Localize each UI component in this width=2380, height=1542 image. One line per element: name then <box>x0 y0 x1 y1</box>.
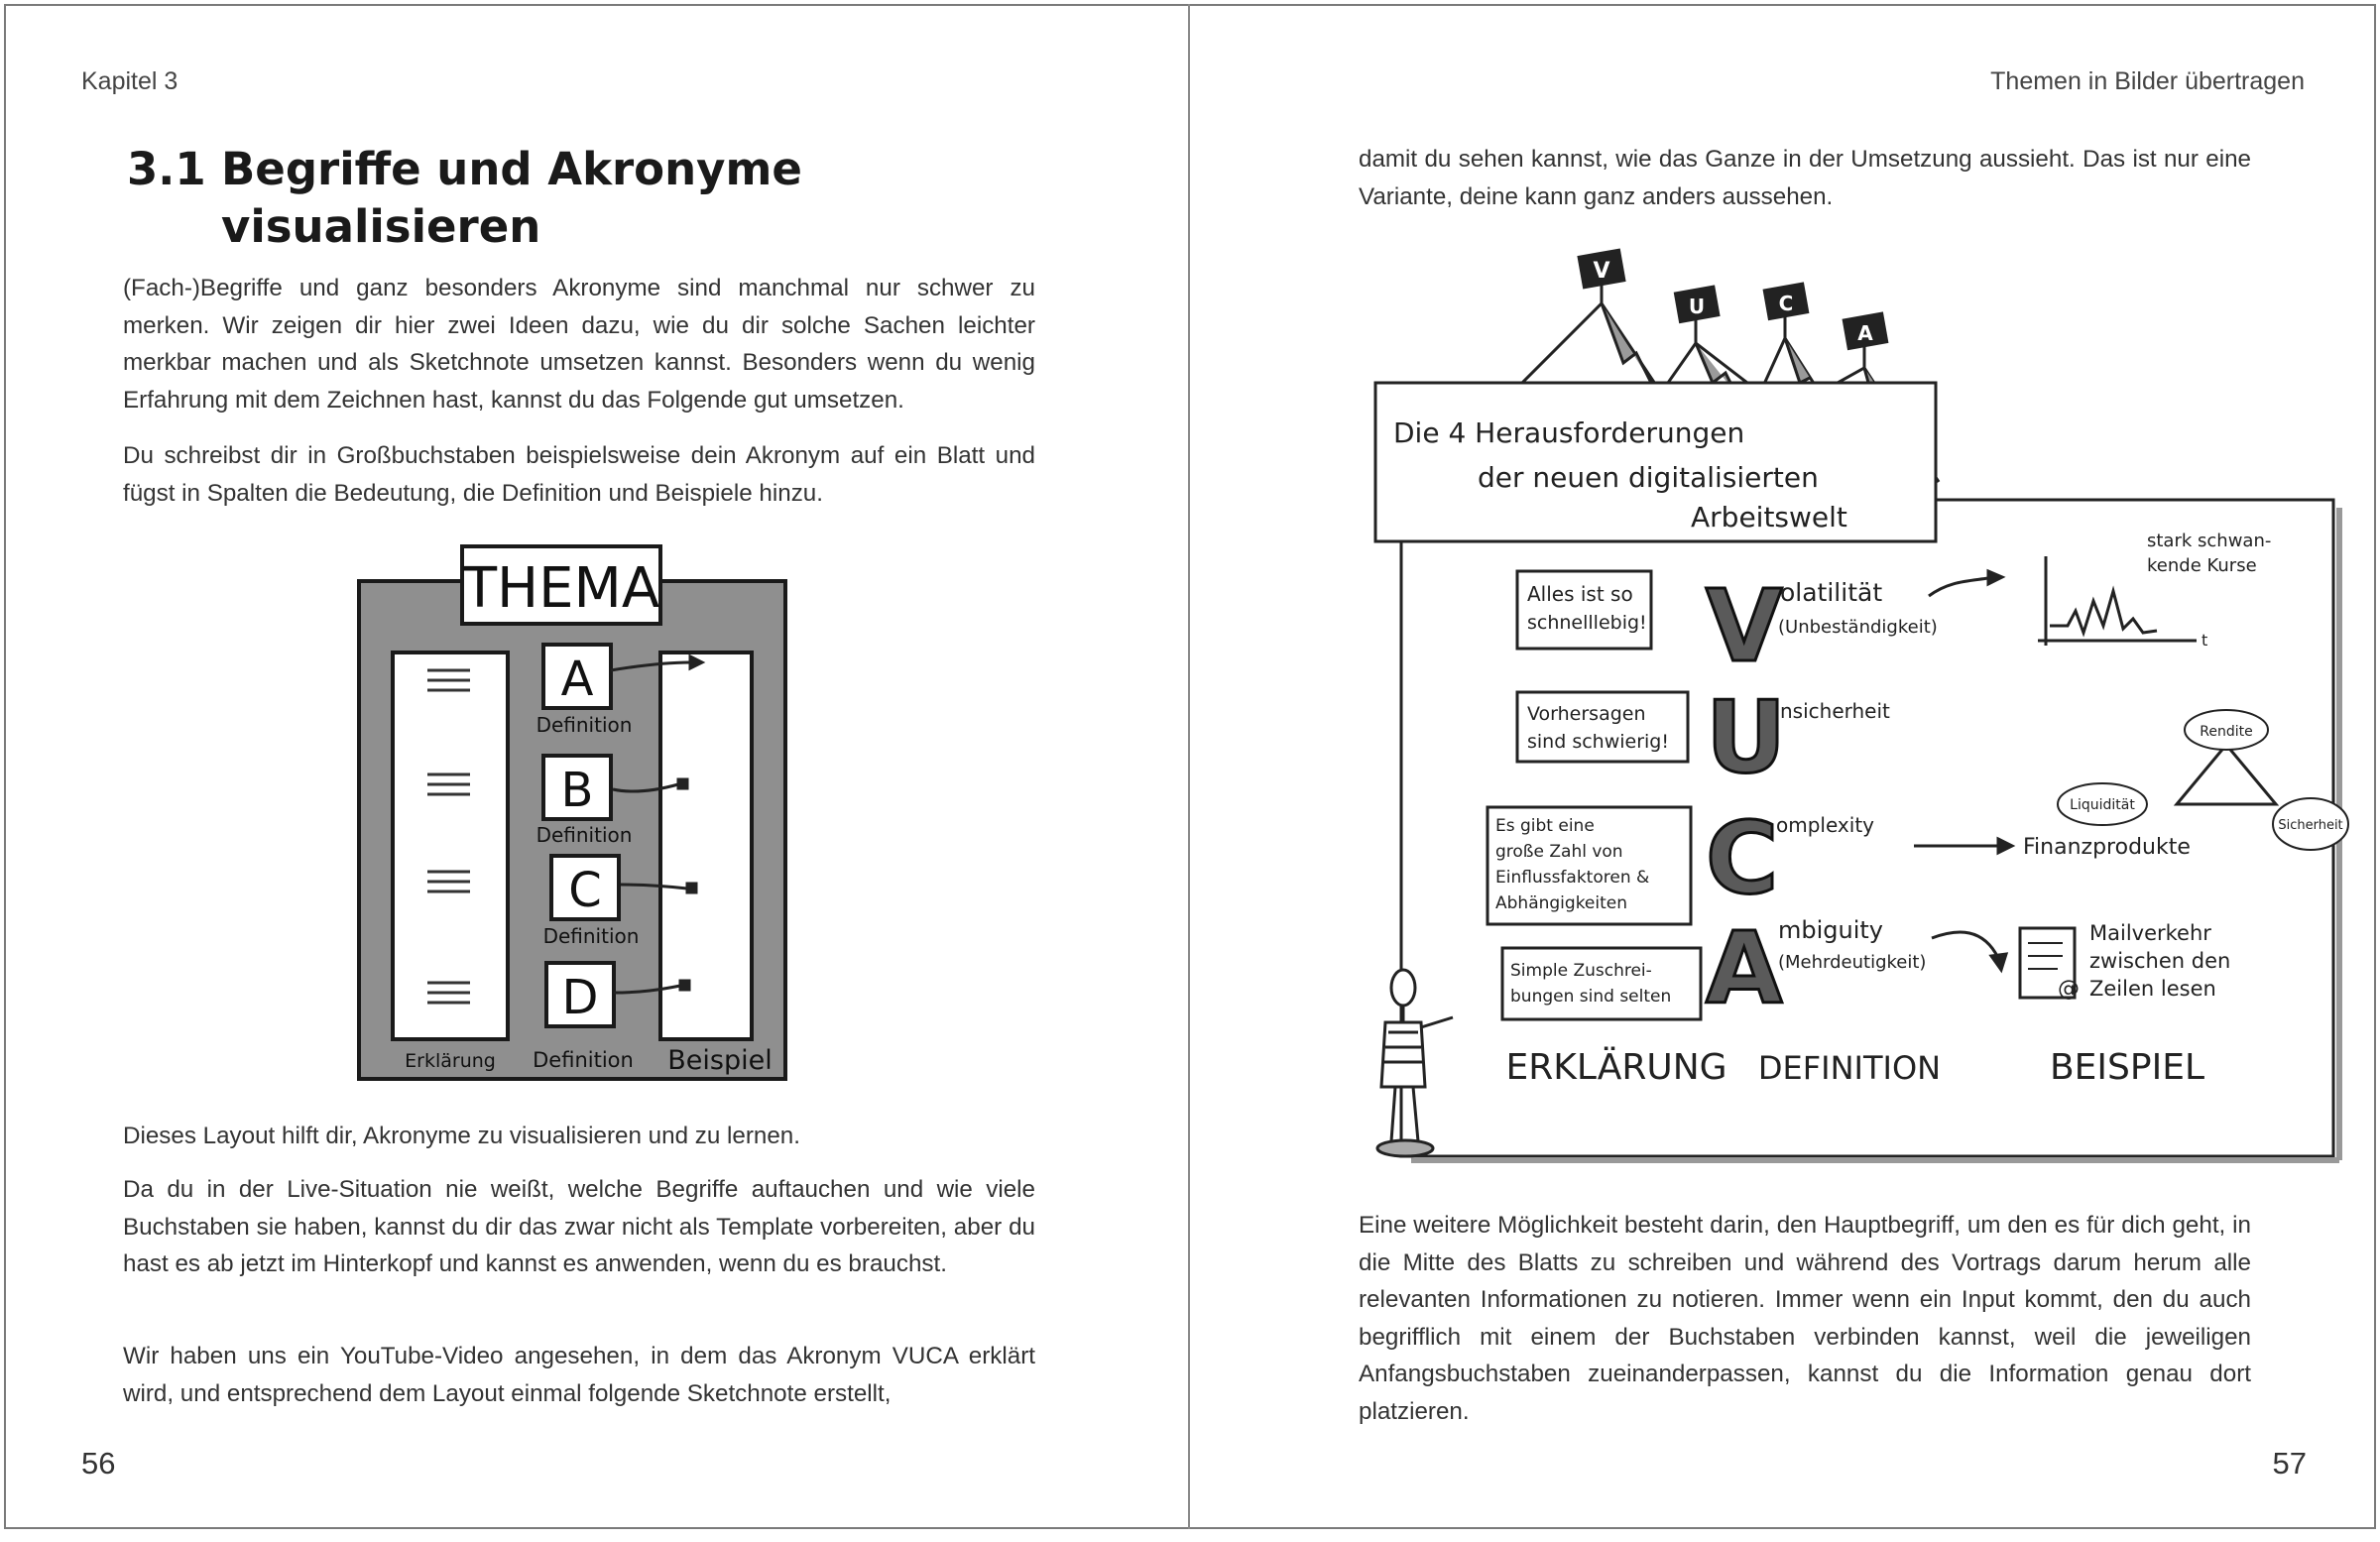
flag-u <box>1674 285 1721 343</box>
section-title-line2: visualisieren <box>221 200 541 253</box>
footer-label-explanation: Erklärung <box>405 1050 496 1072</box>
svg-text:Sicherheit: Sicherheit <box>2278 818 2343 833</box>
paragraph: Dieses Layout hilft dir, Akronyme zu visualisieren und zu lernen. <box>123 1123 800 1149</box>
term-v: olatilität <box>1780 578 1883 607</box>
svg-text:sind schwierig!: sind schwierig! <box>1527 731 1669 753</box>
term-a-sub: (Mehrdeutigkeit) <box>1778 952 1927 973</box>
footer-label-example: BEISPIEL <box>2049 1047 2205 1088</box>
page-number: 56 <box>81 1446 116 1481</box>
footer-label-definition: DEFINITION <box>1757 1049 1942 1087</box>
footer-label-example: Beispiel <box>667 1045 773 1076</box>
svg-text:Finanzprodukte: Finanzprodukte <box>2023 835 2191 860</box>
svg-text:Alles ist so: Alles ist so <box>1527 582 1633 606</box>
svg-text:stark schwan-: stark schwan- <box>2147 531 2272 551</box>
running-head: Kapitel 3 <box>81 67 178 95</box>
paragraph: Eine weitere Möglichkeit besteht darin, den Hauptbegriff, um den es für dich geht, in die Mitte des Blatts zu schreiben und während des Vortrags darum herum alle relevanten Informationen zu notieren. Immer wenn ein Input kommt, den du auch begrifflich mit einem der Buchstaben verbinden kannst, weil die jeweiligen Anfangsbuchstaben zueinanderpassen, kannst du die Information genau dort platzieren. <box>1359 1212 2251 1425</box>
term-v-sub: (Unbeständigkeit) <box>1778 617 1938 638</box>
paragraph: damit du sehen kannst, wie das Ganze in der Umsetzung aussieht. Das ist nur eine Variante, deine kann ganz anders aussehen. <box>1359 146 2251 210</box>
right-page <box>1190 4 2376 1529</box>
section-heading <box>127 141 1019 256</box>
svg-text:kende Kurse: kende Kurse <box>2147 555 2257 576</box>
svg-text:schnelllebig!: schnelllebig! <box>1527 612 1647 634</box>
footer-label-definition: Definition <box>533 1048 634 1072</box>
svg-text:t: t <box>2202 631 2208 650</box>
paragraph: Da du in der Live-Situation nie weißt, welche Begriffe auftauchen und wie viele Buchstaben sie haben, kannst du dir das zwar nicht als Template vorbereiten, aber du hast es ab jetzt im Hinterkopf und kannst es anwenden, wenn du es brauchst. <box>123 1176 1035 1277</box>
mail-example <box>2020 921 2230 1002</box>
paragraph: (Fach-)Begriffe und ganz besonders Akronyme sind manchmal nur schwer zu merken. Wir zeigen dir hier zwei Ideen dazu, wie du dir solche Sachen leichter merkbar machen und als Sketchnote umsetzen kannst. Besonders wenn du wenig Erfahrung mit dem Zeichnen hast, kannst du das Folgende gut umsetzen. <box>123 275 1035 414</box>
left-page <box>4 4 1192 1529</box>
banner-line1: Die 4 Herausforderungen <box>1393 416 1745 449</box>
svg-text:V: V <box>1593 259 1610 284</box>
svg-text:A: A <box>560 652 594 707</box>
flag-c <box>1763 282 1810 338</box>
svg-text:Definition: Definition <box>536 713 633 737</box>
big-letter-u: U <box>1706 679 1787 795</box>
term-u: nsicherheit <box>1780 699 1890 723</box>
section-number: 3.1 <box>127 143 206 195</box>
svg-text:bungen sind selten: bungen sind selten <box>1510 987 1672 1007</box>
svg-text:Rendite: Rendite <box>2200 724 2253 740</box>
bubble-c <box>1488 807 1691 924</box>
term-c: omplexity <box>1776 813 1874 837</box>
svg-text:Mailverkehr: Mailverkehr <box>2089 921 2211 945</box>
bubble-u <box>1517 692 1688 762</box>
footer-label-explanation: ERKLÄRUNG <box>1505 1047 1727 1088</box>
term-a: mbiguity <box>1778 916 1884 944</box>
svg-text:Definition: Definition <box>536 823 633 847</box>
running-head: Themen in Bilder übertragen <box>1990 67 2305 95</box>
svg-text:D: D <box>561 970 599 1025</box>
page-number: 57 <box>2272 1446 2307 1481</box>
svg-text:U: U <box>1688 295 1706 318</box>
bubble-a <box>1502 948 1701 1019</box>
paragraph: Wir haben uns ein YouTube-Video angesehen, in dem das Akronym VUCA erklärt wird, und entsprechend dem Layout einmal folgende Sketchnote erstellt, <box>123 1343 1035 1407</box>
svg-text:Es gibt eine: Es gibt eine <box>1495 816 1595 836</box>
banner-line3: Arbeitswelt <box>1691 501 1847 534</box>
banner-line2: der neuen digitalisierten <box>1478 461 1819 494</box>
vuca-sketchnote <box>1364 244 2365 1176</box>
svg-text:C: C <box>568 863 602 918</box>
flag-a <box>1843 311 1889 368</box>
big-letter-a: A <box>1706 910 1783 1026</box>
bubble-v <box>1517 571 1651 649</box>
template-title: THEMA <box>462 556 660 621</box>
svg-text:A: A <box>1857 321 1873 345</box>
letter-box-d <box>546 963 614 1026</box>
section-title-line1: Begriffe und Akronyme <box>221 143 802 195</box>
svg-text:Definition: Definition <box>542 924 640 948</box>
big-letter-v: V <box>1706 568 1783 684</box>
svg-text:zwischen den: zwischen den <box>2089 949 2231 973</box>
svg-text:C: C <box>1778 292 1794 315</box>
svg-text:Zeilen lesen: Zeilen lesen <box>2089 977 2216 1001</box>
svg-text:Simple Zuschrei-: Simple Zuschrei- <box>1510 961 1652 981</box>
svg-text:B: B <box>560 763 594 818</box>
svg-text:Abhängigkeiten: Abhängigkeiten <box>1495 893 1628 913</box>
svg-text:Vorhersagen: Vorhersagen <box>1527 703 1646 725</box>
acronym-template-sketch <box>353 541 794 1089</box>
flag-v <box>1577 248 1625 303</box>
svg-text:große Zahl von: große Zahl von <box>1495 842 1623 862</box>
svg-text:@: @ <box>2058 977 2080 1002</box>
svg-text:Einflussfaktoren &: Einflussfaktoren & <box>1495 868 1650 888</box>
big-letter-c: C <box>1706 800 1779 916</box>
paragraph: Du schreibst dir in Großbuchstaben beispielsweise dein Akronym auf ein Blatt und fügst in Spalten die Bedeutung, die Definition und Beispiele hinzu. <box>123 442 1035 507</box>
svg-text:Liquidität: Liquidität <box>2070 797 2135 813</box>
